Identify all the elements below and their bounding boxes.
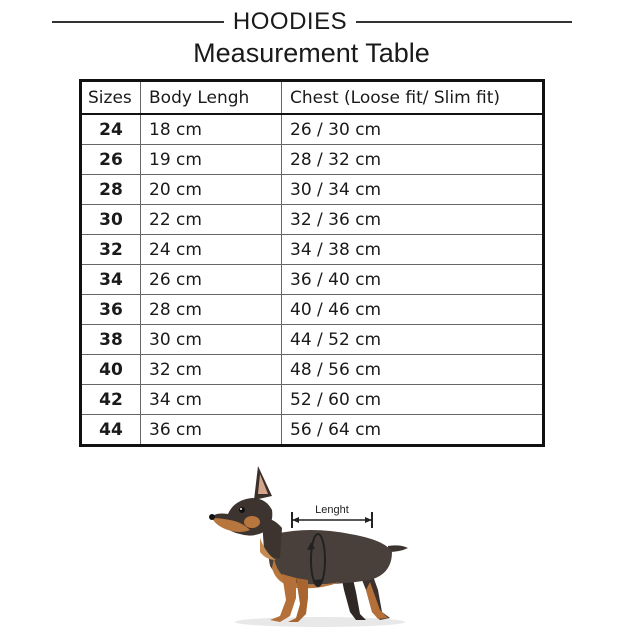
brand-title: HOODIES xyxy=(232,8,348,35)
size-cell: 40 xyxy=(81,355,141,385)
body-length-cell: 24 cm xyxy=(141,235,282,265)
body-length-cell: 30 cm xyxy=(141,325,282,355)
size-cell: 32 xyxy=(81,235,141,265)
header-rule-left xyxy=(52,21,224,23)
body-length-cell: 19 cm xyxy=(141,145,282,175)
dog-icon xyxy=(200,462,420,632)
size-cell: 42 xyxy=(81,385,141,415)
chest-cell: 40 / 46 cm xyxy=(282,295,544,325)
chest-cell: 36 / 40 cm xyxy=(282,265,544,295)
table-row xyxy=(81,265,544,295)
size-cell: 26 xyxy=(81,145,141,175)
chest-cell: 26 / 30 cm xyxy=(282,114,544,145)
body-length-cell: 26 cm xyxy=(141,265,282,295)
chest-cell: 56 / 64 cm xyxy=(282,415,544,446)
body-length-cell: 34 cm xyxy=(141,385,282,415)
size-cell: 44 xyxy=(81,415,141,446)
size-cell: 28 xyxy=(81,175,141,205)
column-header-body-length: Body Lengh xyxy=(141,81,282,115)
chest-cell: 32 / 36 cm xyxy=(282,205,544,235)
chest-cell: 28 / 32 cm xyxy=(282,145,544,175)
table-row xyxy=(81,355,544,385)
chest-cell: 30 / 34 cm xyxy=(282,175,544,205)
body-length-cell: 20 cm xyxy=(141,175,282,205)
size-cell: 30 xyxy=(81,205,141,235)
column-header-chest: Chest (Loose fit/ Slim fit) xyxy=(282,81,544,115)
column-header-sizes: Sizes xyxy=(81,81,141,115)
table-row xyxy=(81,175,544,205)
chest-cell: 48 / 56 cm xyxy=(282,355,544,385)
chest-cell: 34 / 38 cm xyxy=(282,235,544,265)
body-length-cell: 28 cm xyxy=(141,295,282,325)
table-row xyxy=(81,114,544,145)
body-length-cell: 22 cm xyxy=(141,205,282,235)
length-label: Lenght xyxy=(315,504,349,516)
table-row xyxy=(81,205,544,235)
size-cell: 38 xyxy=(81,325,141,355)
table-header-row xyxy=(81,81,544,115)
table-row xyxy=(81,235,544,265)
measurement-table xyxy=(79,79,545,447)
body-length-cell: 36 cm xyxy=(141,415,282,446)
header-rule-right xyxy=(356,21,572,23)
chest-cell: 52 / 60 cm xyxy=(282,385,544,415)
page-title: Measurement Table xyxy=(193,38,430,68)
table-row xyxy=(81,295,544,325)
size-cell: 34 xyxy=(81,265,141,295)
size-cell: 36 xyxy=(81,295,141,325)
dog-measurement-illustration xyxy=(200,462,420,632)
table-row xyxy=(81,385,544,415)
table-row xyxy=(81,415,544,446)
table-row xyxy=(81,145,544,175)
size-cell: 24 xyxy=(81,114,141,145)
chest-cell: 44 / 52 cm xyxy=(282,325,544,355)
table-row xyxy=(81,325,544,355)
body-length-cell: 18 cm xyxy=(141,114,282,145)
body-length-cell: 32 cm xyxy=(141,355,282,385)
